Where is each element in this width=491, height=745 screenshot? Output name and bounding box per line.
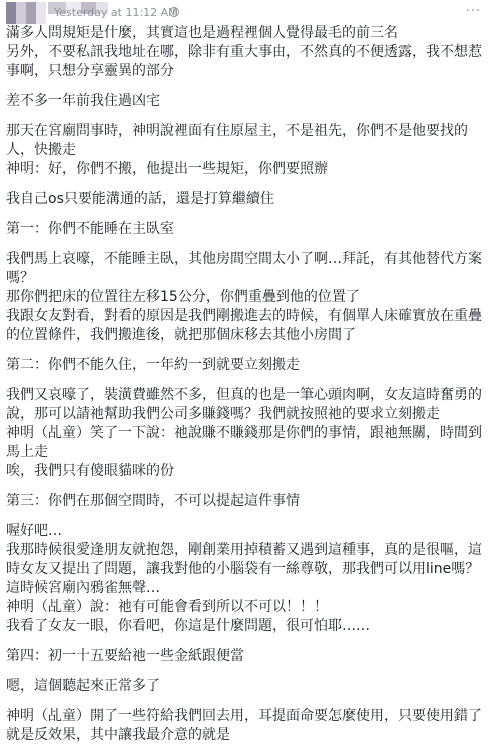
post-paragraph: 我自己os只要能溝通的話，還是打算繼續住	[6, 191, 274, 207]
avatar[interactable]	[6, 2, 46, 24]
post-paragraph: 我跟女友對看，對看的原因是我們剛搬進去的時候，有個單人床確實放在重疊的位置條件，我們搬進後，就把那個床移去其他小房間了	[6, 308, 482, 343]
post-paragraph: 神明：好，你們不搬，他提出一些規矩，你們要照辦	[6, 161, 328, 177]
post-paragraph: 差不多一年前我住過凶宅	[6, 93, 160, 109]
post-body	[6, 24, 486, 745]
post-paragraph: 我們馬上哀嚎，不能睡主臥，其他房間空間太小了啊…拜託，有其他替代方案嗎？	[6, 251, 482, 286]
post-paragraph: 我看了女友一眼，你看吧，你這是什麼問題，很可怕耶……	[6, 618, 370, 634]
post-paragraph: 那天在宮廟問事時，神明說裡面有住原屋主，不是祖先，你們不是他要找的人，快搬走	[6, 123, 468, 158]
post-paragraph: 這時候宮廟內鴉雀無聲…	[6, 580, 160, 596]
globe-icon	[169, 7, 179, 17]
post-paragraph: 神明（乩童）開了一些符給我們回去用，耳提面命要怎麼使用，只要使用錯了就是反效果，其中讓我最介意的就是	[6, 708, 482, 743]
post-paragraph: 滿多人問規矩是什麼，其實這也是過程裡個人覺得最毛的前三名	[6, 25, 398, 41]
post-paragraph: 另外，不要私訊我地址在哪，除非有重大事由，不然真的不便透露，我不想惹事啊，只想分享靈異的部分	[6, 44, 482, 79]
post-paragraph: 嗯，這個聽起來正常多了	[6, 678, 160, 694]
more-options-icon[interactable]: ···	[465, 4, 481, 19]
post-paragraph: 第四：初一十五要給祂一些金紙跟便當	[6, 648, 244, 664]
post-paragraph: 我們又哀嚎了，裝潢費雖然不多，但真的也是一筆心頭肉啊，女友這時奮勇的說，那可以請祂幫助我們公司多賺錢嗎？我們就按照祂的要求立刻搬走	[6, 387, 482, 422]
post-paragraph: 神明（乩童）笑了一下說：祂說賺不賺錢那是你們的事情，跟祂無關，時間到馬上走	[6, 425, 482, 460]
post-paragraph: 第一：你們不能睡在主臥室	[6, 221, 174, 237]
post-paragraph: 第三：你們在那個空間時，不可以提起這件事情	[6, 493, 300, 509]
post-paragraph: 喔好吧…	[6, 523, 62, 539]
post-paragraph: 唉，我們只有傻眼貓咪的份	[6, 463, 174, 479]
post-paragraph: 我那時候很愛逢朋友就抱怨，剛創業用掉積蓄又遇到這種事，真的是很嘔，這時女友又提出了問題，讓我對他的小腦袋有一絲尊敬，那我們可以用line嗎？	[6, 542, 482, 577]
post-paragraph: 那你們把床的位置往左移15公分，你們重疊到他的位置了	[6, 289, 360, 305]
post-timestamp[interactable]: Yesterday at 11:12 AM	[54, 6, 178, 19]
post-paragraph: 第二：你們不能久住，一年約一到就要立刻搬走	[6, 357, 300, 373]
post-paragraph: 神明（乩童）說：祂有可能會看到所以不可以！！！	[6, 599, 328, 615]
post-header	[0, 0, 491, 24]
